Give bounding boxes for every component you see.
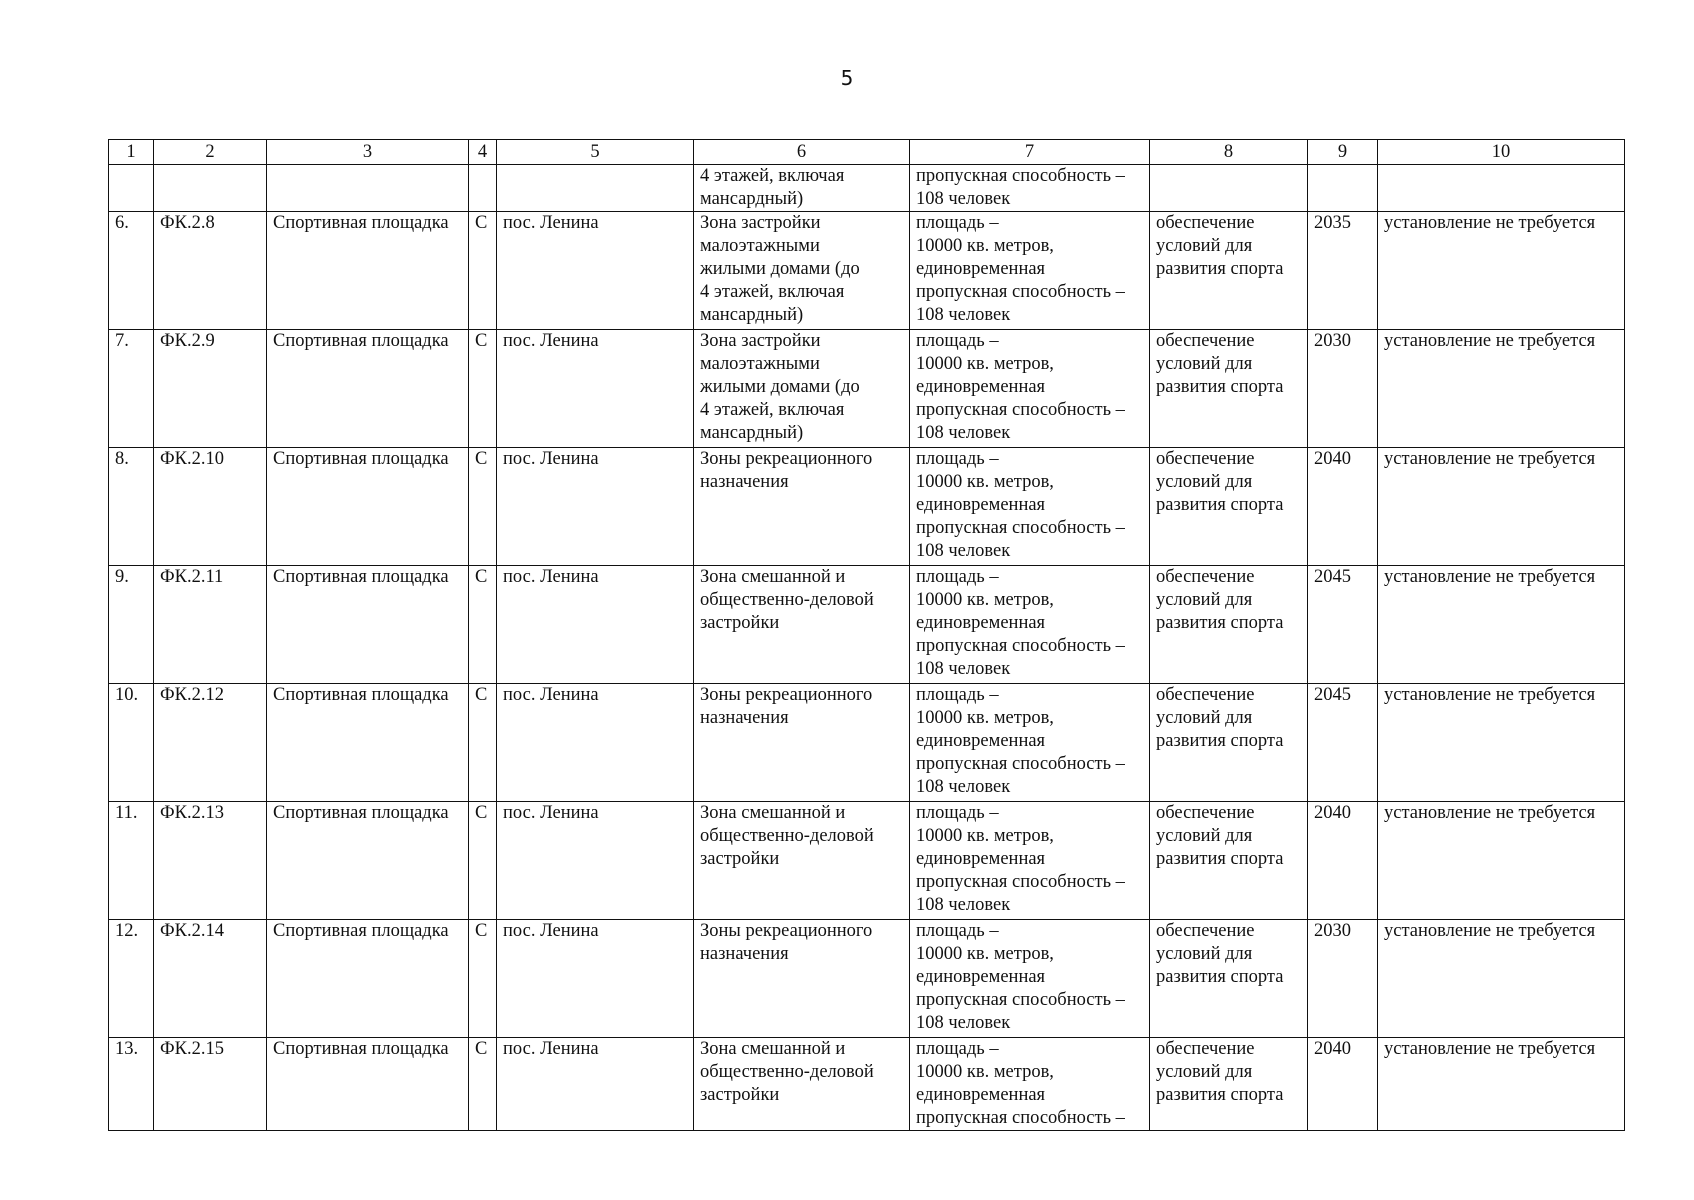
table-row	[109, 802, 1625, 920]
cell-location: пос. Ленина	[497, 1038, 694, 1131]
cell-code: ФК.2.15	[154, 1038, 267, 1131]
cell-note: установление не требуется	[1378, 920, 1625, 1038]
cell-note: установление не требуется	[1378, 330, 1625, 448]
cell-location: пос. Ленина	[497, 802, 694, 920]
cell-code: ФК.2.14	[154, 920, 267, 1038]
cell-purpose: обеспечение условий для развития спорта	[1150, 1038, 1308, 1131]
cell-note: установление не требуется	[1378, 1038, 1625, 1131]
cell-year: 2045	[1308, 684, 1378, 802]
cell-name: Спортивная площадка	[267, 802, 469, 920]
header-cell-7: 7	[910, 140, 1150, 165]
cell-name: Спортивная площадка	[267, 1038, 469, 1131]
cell-num: 8.	[109, 448, 154, 566]
cell-location: пос. Ленина	[497, 566, 694, 684]
cell-num: 9.	[109, 566, 154, 684]
header-cell-8: 8	[1150, 140, 1308, 165]
facilities-table	[108, 139, 1625, 1131]
cell-year	[1308, 165, 1378, 212]
cell-num: 10.	[109, 684, 154, 802]
cell-type: С	[469, 566, 497, 684]
cell-type: С	[469, 802, 497, 920]
cell-zone: Зона смешанной и общественно-деловой застройки	[694, 1038, 910, 1131]
cell-type: С	[469, 684, 497, 802]
table-row	[109, 684, 1625, 802]
cell-code: ФК.2.9	[154, 330, 267, 448]
cell-zone: Зоны рекреационного назначения	[694, 448, 910, 566]
cell-params: площадь – 10000 кв. метров, единовременная пропускная способность – 108 человек	[910, 684, 1150, 802]
cell-zone: Зона смешанной и общественно-деловой застройки	[694, 802, 910, 920]
cell-params: площадь – 10000 кв. метров, единовременная пропускная способность – 108 человек	[910, 448, 1150, 566]
header-cell-1: 1	[109, 140, 154, 165]
cell-name: Спортивная площадка	[267, 566, 469, 684]
cell-name: Спортивная площадка	[267, 684, 469, 802]
cell-note: установление не требуется	[1378, 448, 1625, 566]
cell-params: пропускная способность – 108 человек	[910, 165, 1150, 212]
table-row	[109, 448, 1625, 566]
cell-type	[469, 165, 497, 212]
cell-location: пос. Ленина	[497, 448, 694, 566]
cell-num: 7.	[109, 330, 154, 448]
cell-note: установление не требуется	[1378, 684, 1625, 802]
cell-num	[109, 165, 154, 212]
table-row	[109, 1038, 1625, 1131]
cell-year: 2035	[1308, 212, 1378, 330]
cell-zone: Зона смешанной и общественно-деловой застройки	[694, 566, 910, 684]
cell-zone: Зона застройки малоэтажными жилыми домами (до 4 этажей, включая мансардный)	[694, 212, 910, 330]
cell-code: ФК.2.10	[154, 448, 267, 566]
cell-note: установление не требуется	[1378, 566, 1625, 684]
cell-note: установление не требуется	[1378, 212, 1625, 330]
cell-type: С	[469, 330, 497, 448]
cell-name: Спортивная площадка	[267, 212, 469, 330]
cell-location: пос. Ленина	[497, 212, 694, 330]
page-number: 5	[840, 66, 854, 90]
cell-params: площадь – 10000 кв. метров, единовременная пропускная способность – 108 человек	[910, 802, 1150, 920]
cell-purpose: обеспечение условий для развития спорта	[1150, 330, 1308, 448]
table-row	[109, 566, 1625, 684]
cell-num: 13.	[109, 1038, 154, 1131]
cell-note	[1378, 165, 1625, 212]
cell-year: 2040	[1308, 1038, 1378, 1131]
cell-num: 12.	[109, 920, 154, 1038]
cell-location: пос. Ленина	[497, 330, 694, 448]
cell-purpose: обеспечение условий для развития спорта	[1150, 566, 1308, 684]
cell-type: С	[469, 448, 497, 566]
table-row	[109, 330, 1625, 448]
continuation-row	[109, 165, 1625, 212]
cell-num: 11.	[109, 802, 154, 920]
cell-name: Спортивная площадка	[267, 330, 469, 448]
cell-year: 2030	[1308, 920, 1378, 1038]
header-cell-9: 9	[1308, 140, 1378, 165]
cell-params: площадь – 10000 кв. метров, единовременная пропускная способность – 108 человек	[910, 566, 1150, 684]
cell-type: С	[469, 1038, 497, 1131]
cell-type: С	[469, 212, 497, 330]
cell-num: 6.	[109, 212, 154, 330]
header-row	[109, 140, 1625, 165]
cell-zone: 4 этажей, включая мансардный)	[694, 165, 910, 212]
cell-year: 2040	[1308, 802, 1378, 920]
cell-location: пос. Ленина	[497, 684, 694, 802]
header-cell-2: 2	[154, 140, 267, 165]
header-cell-10: 10	[1378, 140, 1625, 165]
cell-zone: Зоны рекреационного назначения	[694, 684, 910, 802]
cell-purpose: обеспечение условий для развития спорта	[1150, 802, 1308, 920]
header-cell-4: 4	[469, 140, 497, 165]
table-row	[109, 212, 1625, 330]
cell-purpose: обеспечение условий для развития спорта	[1150, 684, 1308, 802]
cell-purpose: обеспечение условий для развития спорта	[1150, 212, 1308, 330]
cell-name: Спортивная площадка	[267, 920, 469, 1038]
header-cell-6: 6	[694, 140, 910, 165]
cell-location: пос. Ленина	[497, 920, 694, 1038]
cell-code: ФК.2.8	[154, 212, 267, 330]
header-cell-3: 3	[267, 140, 469, 165]
cell-code	[154, 165, 267, 212]
header-cell-5: 5	[497, 140, 694, 165]
cell-params: площадь – 10000 кв. метров, единовременная пропускная способность –	[910, 1038, 1150, 1131]
cell-code: ФК.2.13	[154, 802, 267, 920]
table-row	[109, 920, 1625, 1038]
cell-purpose: обеспечение условий для развития спорта	[1150, 448, 1308, 566]
cell-year: 2030	[1308, 330, 1378, 448]
cell-purpose	[1150, 165, 1308, 212]
cell-params: площадь – 10000 кв. метров, единовременная пропускная способность – 108 человек	[910, 920, 1150, 1038]
cell-location	[497, 165, 694, 212]
cell-zone: Зона застройки малоэтажными жилыми домами (до 4 этажей, включая мансардный)	[694, 330, 910, 448]
cell-type: С	[469, 920, 497, 1038]
table-body	[109, 140, 1625, 1131]
cell-year: 2040	[1308, 448, 1378, 566]
cell-name	[267, 165, 469, 212]
cell-params: площадь – 10000 кв. метров, единовременная пропускная способность – 108 человек	[910, 330, 1150, 448]
cell-code: ФК.2.12	[154, 684, 267, 802]
cell-name: Спортивная площадка	[267, 448, 469, 566]
cell-year: 2045	[1308, 566, 1378, 684]
cell-purpose: обеспечение условий для развития спорта	[1150, 920, 1308, 1038]
cell-zone: Зоны рекреационного назначения	[694, 920, 910, 1038]
cell-params: площадь – 10000 кв. метров, единовременная пропускная способность – 108 человек	[910, 212, 1150, 330]
cell-code: ФК.2.11	[154, 566, 267, 684]
cell-note: установление не требуется	[1378, 802, 1625, 920]
